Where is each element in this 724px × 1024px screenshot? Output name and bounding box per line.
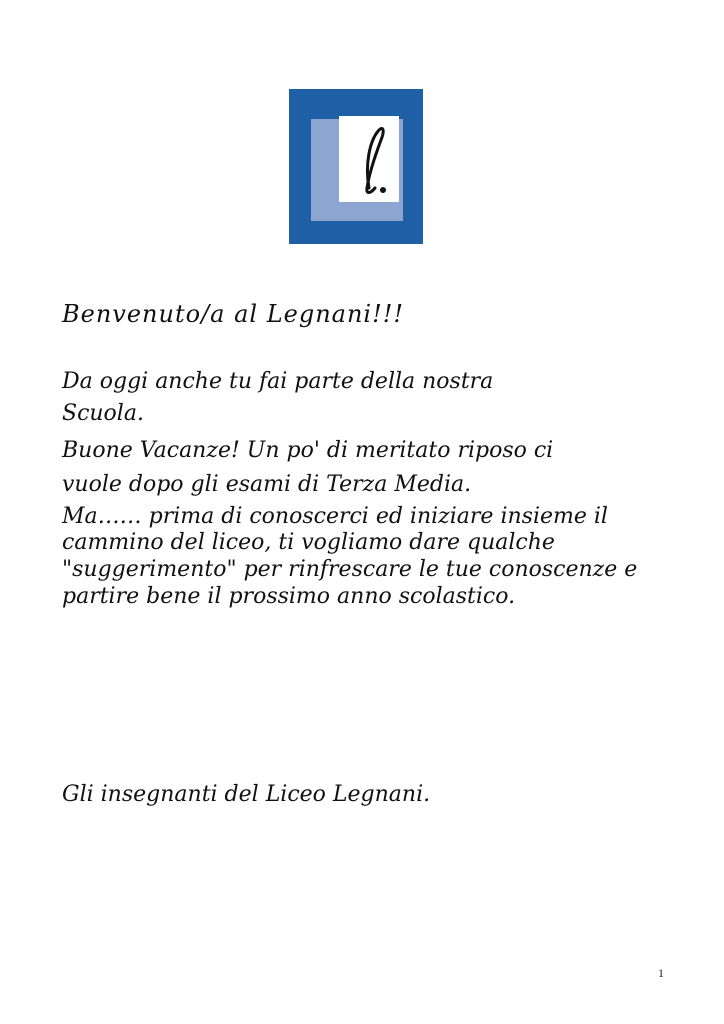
legnani-logo-icon [289,89,423,244]
letter-line: vuole dopo gli esami di Terza Media. [62,472,472,497]
letter-line: Da oggi anche tu fai parte della nostra [62,369,494,394]
letter-line: Ma…… prima di conoscerci ed iniziare insieme il [62,504,608,529]
letter-line: cammino del liceo, ti vogliamo dare qualche [62,530,555,555]
letter-line: Scuola. [62,401,144,426]
letter-line: partire bene il prossimo anno scolastico. [62,584,516,609]
letter-line: Buone Vacanze! Un po' di meritato riposo ci [62,438,554,463]
letter-line: "suggerimento" per rinfrescare le tue conoscenze e [62,557,638,582]
page-number: 1 [658,966,664,980]
logo-letter-l-icon [339,116,399,202]
logo-letter-card [339,116,399,202]
signature: Gli insegnanti del Liceo Legnani. [62,782,431,807]
greeting-heading: Benvenuto/a al Legnani!!! [62,300,405,328]
